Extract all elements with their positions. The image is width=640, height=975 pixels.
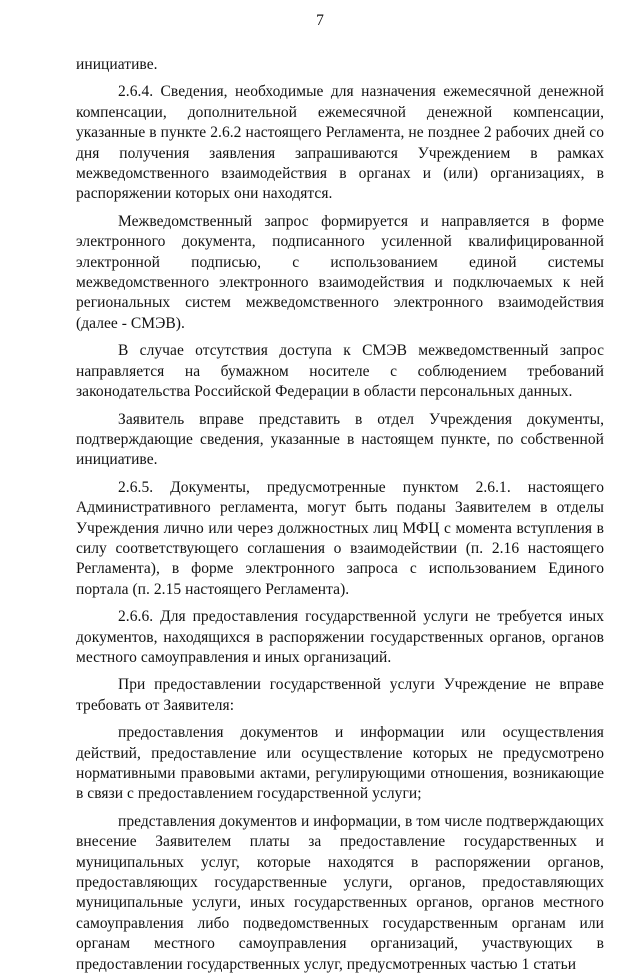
paragraph-interagency-request: Межведомственный запрос формируется и направляется в форме электронного документа, подписанного усиленной квалифицированной электронной подписью, с использованием единой системы межведомственного электронного взаимодействия и подключаемых к ней региональных систем межведомственного электронного взаимодействия (далее - СМЭВ). bbox=[76, 212, 604, 332]
paragraph-applicant-right: Заявитель вправе представить в отдел Учреждения документы, подтверждающие сведения, указанные в настоящем пункте, по собственной инициативе. bbox=[76, 410, 604, 469]
document-body bbox=[76, 55, 604, 975]
paragraph-prohibition-2: представления документов и информации, в том числе подтверждающих внесение Заявителем платы за предоставление государственных и муниципальных услуг, которые находятся в распоряжении органов, предоставляющих государственные услуги, органов, предоставляющих муниципальные услуги, иных государственных органов, органов местного самоуправления либо подведомственных государственным органам или органам местного самоуправления организаций, участвующих в предоставлении государственных услуг, предусмотренных частью 1 статьи bbox=[76, 812, 604, 973]
paragraph-prohibitions-intro: При предоставлении государственной услуги Учреждение не вправе требовать от Заявителя: bbox=[76, 676, 604, 714]
paragraph-2-6-6: 2.6.6. Для предоставления государственной услуги не требуется иных документов, находящихся в распоряжении государственных органов, органов местного самоуправления и иных организаций. bbox=[76, 608, 604, 666]
paragraph-2-6-5: 2.6.5. Документы, предусмотренные пунктом 2.6.1. настоящего Административного регламента, могут быть поданы Заявителем в отделы Учреждения лично или через должностных лиц МФЦ с момента вступления в силу соответствующего соглашения о взаимодействии (п. 2.16 настоящего Регламента), в форме электронного запроса с использованием Единого портала (п. 2.15 настоящего Регламента). bbox=[76, 478, 604, 598]
paragraph-2-6-4: 2.6.4. Сведения, необходимые для назначения ежемесячной денежной компенсации, дополнительной ежемесячной денежной компенсации, указанные в пункте 2.6.2 настоящего Регламента, не позднее 2 рабочих дней со дня получения заявления запрашиваются Учреждением в рамках межведомственного взаимодействия в органах и (или) организациях, в распоряжении которых они находятся. bbox=[76, 83, 604, 203]
paragraph-prohibition-1: предоставления документов и информации или осуществления действий, предоставление или осуществление которых не предусмотрено нормативными правовыми актами, регулирующими отношения, возникающие в связи с предоставлением государственной услуги; bbox=[76, 724, 604, 803]
paragraph-continuation: инициативе. bbox=[76, 56, 158, 73]
paragraph-smev-absence: В случае отсутствия доступа к СМЭВ межведомственный запрос направляется на бумажном носителе с соблюдением требований законодательства Российской Федерации в области персональных данных. bbox=[76, 342, 604, 401]
page-number: 7 bbox=[316, 12, 324, 29]
